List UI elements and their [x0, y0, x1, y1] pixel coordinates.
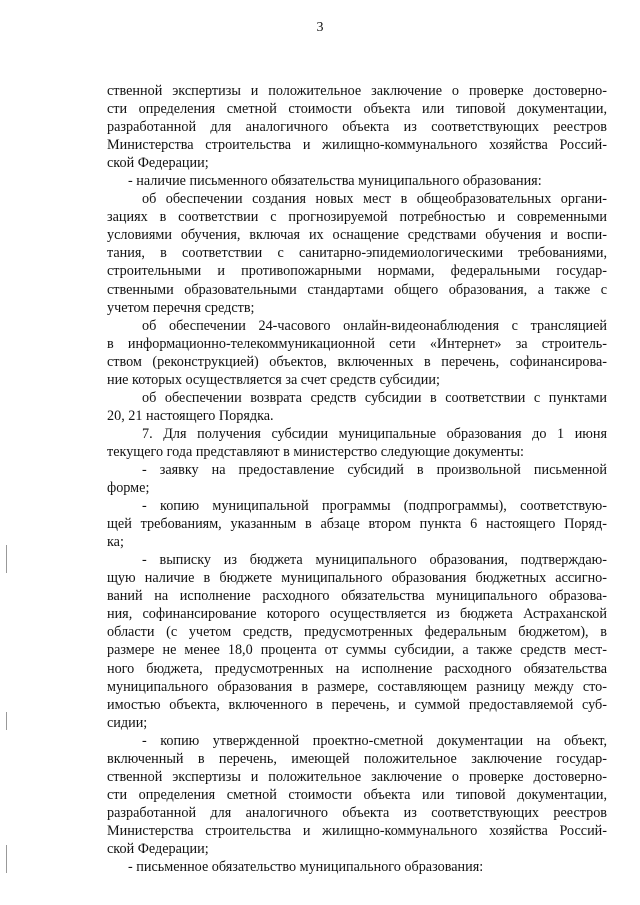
text-line: строительными и противопожарными нормами, федеральными государ- [107, 263, 607, 280]
text-line: ние которых осуществляется за счет средств субсидии; [107, 371, 440, 388]
text-line: сидии; [107, 714, 148, 731]
text-line: об обеспечении создания новых мест в общеобразовательных органи- [142, 191, 607, 208]
text-line: текущего года представляют в министерство следующие документы: [107, 443, 524, 460]
text-line: 20, 21 настоящего Порядка. [107, 407, 274, 424]
text-line: тания, в соответствии с санитарно-эпидемиологическими требованиями, [107, 245, 607, 262]
text-line: об обеспечении возврата средств субсидии в соответствии с пунктами [142, 389, 607, 406]
text-line: - выписку из бюджета муниципального образования, подтверждаю- [142, 552, 607, 569]
page-number: 3 [316, 20, 324, 35]
text-line: ской Федерации; [107, 840, 209, 857]
text-line: ством (реконструкцией) объектов, включенных в перечень, софинансирова- [107, 353, 607, 370]
text-line: 7. Для получения субсидии муниципальные образования до 1 июня [142, 425, 607, 442]
text-line: форме; [107, 480, 150, 497]
scan-edge-mark [6, 712, 7, 730]
text-line: ской Федерации; [107, 155, 209, 172]
text-line: разработанной для аналогичного объекта из соответствующих реестров [107, 119, 607, 136]
text-line: области (с учетом средств, предусмотренных федеральным бюджетом), в [107, 624, 607, 641]
text-line: - копию муниципальной программы (подпрограммы), соответствую- [142, 498, 607, 515]
text-line: - письменное обязательство муниципального образования: [128, 859, 484, 876]
text-line: - заявку на предоставление субсидий в произвольной письменной [142, 461, 607, 478]
text-line: - наличие письменного обязательства муниципального образования: [128, 173, 542, 190]
text-line: включенный в перечень, имеющей положительное заключение государ- [107, 750, 607, 767]
text-line: об обеспечении 24-часового онлайн-видеонаблюдения с трансляцией [142, 317, 607, 334]
text-line: ного бюджета, предусмотренных на исполнение расходного обязательства [107, 660, 607, 677]
text-line: ственной экспертизы и положительное заключение о проверке достоверно- [107, 83, 607, 99]
text-line: учетом перечня средств; [107, 299, 255, 316]
text-line: в информационно-телекоммуникационной сети «Интернет» за строитель- [107, 335, 607, 352]
text-line: муниципального образования в размере, составляющем разницу между сто- [107, 678, 607, 695]
text-line: ваний на исполнение расходного обязательства муниципального образова- [107, 588, 607, 605]
text-line: размере не менее 18,0 процента от суммы субсидии, а также средств мест- [107, 642, 607, 659]
text-line: имостью объекта, включенного в перечень, и суммой предоставляемой суб- [107, 696, 607, 713]
document-body [107, 82, 607, 876]
text-line: ния, софинансирование которого осуществляется из бюджета Астраханской [107, 606, 607, 623]
text-line: ка; [107, 534, 124, 551]
scan-edge-mark [6, 545, 7, 573]
text-line: сти определения сметной стоимости объекта или типовой документации, [107, 786, 607, 803]
text-line: разработанной для аналогичного объекта из соответствующих реестров [107, 804, 607, 821]
text-line: зациях в соответствии с прогнозируемой потребностью и современными [107, 209, 607, 226]
text-line: сти определения сметной стоимости объекта или типовой документации, [107, 101, 607, 118]
text-line: Министерства строительства и жилищно-коммунального хозяйства Россий- [107, 137, 607, 154]
scan-edge-mark [6, 845, 7, 873]
text-line: ственными образовательными стандартами общего образования, а также с [107, 281, 607, 298]
text-line: условиями обучения, включая их оснащение средствами обучения и воспи- [107, 227, 607, 244]
text-line: щей требованиям, указанным в абзаце втором пункта 6 настоящего Поряд- [107, 516, 607, 533]
text-line: ственной экспертизы и положительное заключение о проверке достоверно- [107, 768, 607, 785]
text-line: Министерства строительства и жилищно-коммунального хозяйства Россий- [107, 822, 607, 839]
text-line: - копию утвержденной проектно-сметной документации на объект, [142, 732, 607, 749]
text-line: щую наличие в бюджете муниципального образования бюджетных ассигно- [107, 570, 607, 587]
